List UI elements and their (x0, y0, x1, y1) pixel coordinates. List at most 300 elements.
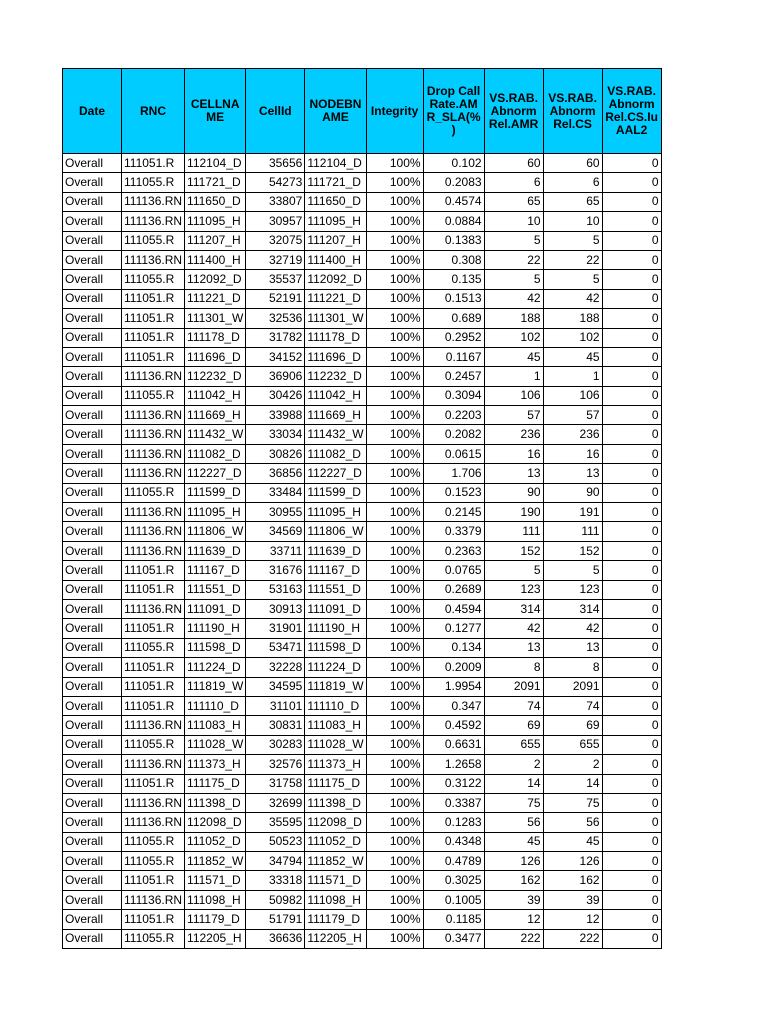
cell-cellid[interactable]: 33988 (246, 406, 305, 425)
cell-integrity[interactable]: 100% (366, 464, 423, 483)
cell-date[interactable]: Overall (63, 289, 122, 308)
cell-cellname[interactable]: 111098_H (185, 890, 246, 909)
cell-abnorm-rel-cs-iu-aal2[interactable]: 0 (602, 774, 661, 793)
cell-date[interactable]: Overall (63, 774, 122, 793)
cell-drop-call-rate[interactable]: 1.706 (423, 464, 484, 483)
cell-cellid[interactable]: 34595 (246, 677, 305, 696)
cell-nodebname[interactable]: 111806_W (305, 522, 366, 541)
cell-rnc[interactable]: 111055.R (122, 386, 185, 405)
cell-drop-call-rate[interactable]: 0.2952 (423, 328, 484, 347)
cell-cellname[interactable]: 111083_H (185, 716, 246, 735)
cell-rnc[interactable]: 111136.RN (122, 793, 185, 812)
cell-cellname[interactable]: 112232_D (185, 367, 246, 386)
cell-cellid[interactable]: 36636 (246, 929, 305, 948)
cell-cellname[interactable]: 111400_H (185, 250, 246, 269)
cell-integrity[interactable]: 100% (366, 192, 423, 211)
cell-abnorm-rel-cs[interactable]: 126 (543, 852, 602, 871)
cell-date[interactable]: Overall (63, 580, 122, 599)
cell-abnorm-rel-cs[interactable]: 12 (543, 910, 602, 929)
cell-nodebname[interactable]: 111175_D (305, 774, 366, 793)
cell-integrity[interactable]: 100% (366, 599, 423, 618)
cell-rnc[interactable]: 111136.RN (122, 503, 185, 522)
cell-drop-call-rate[interactable]: 0.2083 (423, 173, 484, 192)
cell-abnorm-rel-cs-iu-aal2[interactable]: 0 (602, 735, 661, 754)
cell-cellname[interactable]: 111052_D (185, 832, 246, 851)
cell-drop-call-rate[interactable]: 0.2689 (423, 580, 484, 599)
cell-nodebname[interactable]: 112104_D (305, 154, 366, 173)
cell-nodebname[interactable]: 111179_D (305, 910, 366, 929)
cell-cellid[interactable]: 34152 (246, 347, 305, 366)
cell-drop-call-rate[interactable]: 0.1523 (423, 483, 484, 502)
cell-rnc[interactable]: 111136.RN (122, 599, 185, 618)
cell-drop-call-rate[interactable]: 0.1383 (423, 231, 484, 250)
cell-abnorm-rel-cs[interactable]: 236 (543, 425, 602, 444)
cell-drop-call-rate[interactable]: 0.2203 (423, 406, 484, 425)
cell-date[interactable]: Overall (63, 677, 122, 696)
cell-integrity[interactable]: 100% (366, 735, 423, 754)
cell-abnorm-rel-cs[interactable]: 5 (543, 270, 602, 289)
cell-abnorm-rel-amr[interactable]: 655 (484, 735, 543, 754)
cell-abnorm-rel-amr[interactable]: 111 (484, 522, 543, 541)
cell-abnorm-rel-amr[interactable]: 16 (484, 444, 543, 463)
cell-abnorm-rel-cs-iu-aal2[interactable]: 0 (602, 890, 661, 909)
cell-abnorm-rel-cs[interactable]: 222 (543, 929, 602, 948)
cell-cellname[interactable]: 111819_W (185, 677, 246, 696)
cell-abnorm-rel-amr[interactable]: 75 (484, 793, 543, 812)
cell-rnc[interactable]: 111136.RN (122, 406, 185, 425)
cell-date[interactable]: Overall (63, 832, 122, 851)
cell-cellid[interactable]: 33318 (246, 871, 305, 890)
cell-cellname[interactable]: 111178_D (185, 328, 246, 347)
cell-date[interactable]: Overall (63, 638, 122, 657)
cell-abnorm-rel-amr[interactable]: 42 (484, 289, 543, 308)
cell-rnc[interactable]: 111051.R (122, 580, 185, 599)
cell-nodebname[interactable]: 111082_D (305, 444, 366, 463)
cell-abnorm-rel-cs-iu-aal2[interactable]: 0 (602, 755, 661, 774)
cell-abnorm-rel-amr[interactable]: 236 (484, 425, 543, 444)
cell-abnorm-rel-amr[interactable]: 106 (484, 386, 543, 405)
cell-nodebname[interactable]: 112232_D (305, 367, 366, 386)
cell-nodebname[interactable]: 111098_H (305, 890, 366, 909)
cell-cellid[interactable]: 33807 (246, 192, 305, 211)
cell-cellid[interactable]: 31676 (246, 561, 305, 580)
cell-abnorm-rel-cs[interactable]: 57 (543, 406, 602, 425)
cell-drop-call-rate[interactable]: 0.102 (423, 154, 484, 173)
cell-rnc[interactable]: 111051.R (122, 619, 185, 638)
cell-integrity[interactable]: 100% (366, 793, 423, 812)
cell-date[interactable]: Overall (63, 522, 122, 541)
cell-nodebname[interactable]: 112205_H (305, 929, 366, 948)
cell-date[interactable]: Overall (63, 425, 122, 444)
cell-integrity[interactable]: 100% (366, 386, 423, 405)
cell-nodebname[interactable]: 111669_H (305, 406, 366, 425)
cell-cellname[interactable]: 111091_D (185, 599, 246, 618)
cell-drop-call-rate[interactable]: 0.347 (423, 696, 484, 715)
column-header[interactable] (543, 69, 602, 154)
cell-cellid[interactable]: 32719 (246, 250, 305, 269)
cell-rnc[interactable]: 111136.RN (122, 250, 185, 269)
cell-rnc[interactable]: 111051.R (122, 910, 185, 929)
cell-rnc[interactable]: 111136.RN (122, 541, 185, 560)
cell-abnorm-rel-cs-iu-aal2[interactable]: 0 (602, 212, 661, 231)
cell-integrity[interactable]: 100% (366, 561, 423, 580)
cell-abnorm-rel-amr[interactable]: 56 (484, 813, 543, 832)
cell-integrity[interactable]: 100% (366, 852, 423, 871)
cell-abnorm-rel-cs-iu-aal2[interactable]: 0 (602, 250, 661, 269)
cell-abnorm-rel-cs[interactable]: 162 (543, 871, 602, 890)
cell-rnc[interactable]: 111055.R (122, 929, 185, 948)
cell-abnorm-rel-cs[interactable]: 123 (543, 580, 602, 599)
cell-abnorm-rel-cs-iu-aal2[interactable]: 0 (602, 599, 661, 618)
cell-cellname[interactable]: 112098_D (185, 813, 246, 832)
cell-integrity[interactable]: 100% (366, 929, 423, 948)
cell-abnorm-rel-amr[interactable]: 2 (484, 755, 543, 774)
cell-nodebname[interactable]: 111224_D (305, 658, 366, 677)
cell-rnc[interactable]: 111055.R (122, 270, 185, 289)
cell-cellid[interactable]: 35656 (246, 154, 305, 173)
cell-abnorm-rel-amr[interactable]: 2091 (484, 677, 543, 696)
cell-abnorm-rel-cs[interactable]: 152 (543, 541, 602, 560)
cell-nodebname[interactable]: 111432_W (305, 425, 366, 444)
cell-abnorm-rel-amr[interactable]: 5 (484, 561, 543, 580)
cell-cellname[interactable]: 111167_D (185, 561, 246, 580)
cell-nodebname[interactable]: 111571_D (305, 871, 366, 890)
cell-drop-call-rate[interactable]: 1.2658 (423, 755, 484, 774)
cell-abnorm-rel-cs[interactable]: 65 (543, 192, 602, 211)
cell-integrity[interactable]: 100% (366, 890, 423, 909)
cell-abnorm-rel-amr[interactable]: 39 (484, 890, 543, 909)
cell-rnc[interactable]: 111055.R (122, 735, 185, 754)
cell-nodebname[interactable]: 111819_W (305, 677, 366, 696)
cell-rnc[interactable]: 111055.R (122, 173, 185, 192)
cell-integrity[interactable]: 100% (366, 212, 423, 231)
cell-abnorm-rel-cs[interactable]: 2091 (543, 677, 602, 696)
cell-date[interactable]: Overall (63, 910, 122, 929)
cell-nodebname[interactable]: 111639_D (305, 541, 366, 560)
cell-abnorm-rel-cs[interactable]: 42 (543, 619, 602, 638)
cell-abnorm-rel-cs[interactable]: 75 (543, 793, 602, 812)
cell-date[interactable]: Overall (63, 309, 122, 328)
cell-cellname[interactable]: 111224_D (185, 658, 246, 677)
cell-abnorm-rel-amr[interactable]: 152 (484, 541, 543, 560)
cell-rnc[interactable]: 111055.R (122, 832, 185, 851)
cell-cellid[interactable]: 33711 (246, 541, 305, 560)
column-header[interactable] (246, 69, 305, 154)
cell-drop-call-rate[interactable]: 0.3379 (423, 522, 484, 541)
cell-drop-call-rate[interactable]: 0.1005 (423, 890, 484, 909)
cell-rnc[interactable]: 111051.R (122, 328, 185, 347)
cell-integrity[interactable]: 100% (366, 444, 423, 463)
cell-abnorm-rel-cs[interactable]: 188 (543, 309, 602, 328)
cell-rnc[interactable]: 111055.R (122, 638, 185, 657)
cell-abnorm-rel-amr[interactable]: 102 (484, 328, 543, 347)
cell-cellid[interactable]: 36906 (246, 367, 305, 386)
cell-integrity[interactable]: 100% (366, 813, 423, 832)
cell-abnorm-rel-amr[interactable]: 188 (484, 309, 543, 328)
cell-cellname[interactable]: 111110_D (185, 696, 246, 715)
cell-date[interactable]: Overall (63, 192, 122, 211)
cell-abnorm-rel-amr[interactable]: 12 (484, 910, 543, 929)
cell-abnorm-rel-cs-iu-aal2[interactable]: 0 (602, 386, 661, 405)
cell-drop-call-rate[interactable]: 0.0884 (423, 212, 484, 231)
cell-drop-call-rate[interactable]: 0.3122 (423, 774, 484, 793)
cell-integrity[interactable]: 100% (366, 638, 423, 657)
cell-nodebname[interactable]: 111650_D (305, 192, 366, 211)
cell-nodebname[interactable]: 111373_H (305, 755, 366, 774)
cell-drop-call-rate[interactable]: 0.3025 (423, 871, 484, 890)
cell-drop-call-rate[interactable]: 0.2082 (423, 425, 484, 444)
cell-drop-call-rate[interactable]: 0.1167 (423, 347, 484, 366)
cell-cellname[interactable]: 112205_H (185, 929, 246, 948)
cell-abnorm-rel-cs-iu-aal2[interactable]: 0 (602, 929, 661, 948)
cell-rnc[interactable]: 111051.R (122, 696, 185, 715)
cell-abnorm-rel-cs-iu-aal2[interactable]: 0 (602, 173, 661, 192)
cell-abnorm-rel-cs-iu-aal2[interactable]: 0 (602, 309, 661, 328)
cell-rnc[interactable]: 111055.R (122, 483, 185, 502)
cell-cellid[interactable]: 30913 (246, 599, 305, 618)
cell-cellid[interactable]: 35537 (246, 270, 305, 289)
cell-date[interactable]: Overall (63, 406, 122, 425)
cell-integrity[interactable]: 100% (366, 832, 423, 851)
cell-cellid[interactable]: 30826 (246, 444, 305, 463)
cell-nodebname[interactable]: 111028_W (305, 735, 366, 754)
cell-abnorm-rel-cs[interactable]: 45 (543, 347, 602, 366)
cell-integrity[interactable]: 100% (366, 871, 423, 890)
cell-cellname[interactable]: 111221_D (185, 289, 246, 308)
cell-cellname[interactable]: 111175_D (185, 774, 246, 793)
cell-abnorm-rel-amr[interactable]: 65 (484, 192, 543, 211)
cell-date[interactable]: Overall (63, 270, 122, 289)
cell-nodebname[interactable]: 111696_D (305, 347, 366, 366)
cell-cellid[interactable]: 30955 (246, 503, 305, 522)
cell-nodebname[interactable]: 111598_D (305, 638, 366, 657)
cell-cellid[interactable]: 31758 (246, 774, 305, 793)
cell-abnorm-rel-cs-iu-aal2[interactable]: 0 (602, 793, 661, 812)
cell-abnorm-rel-cs-iu-aal2[interactable]: 0 (602, 813, 661, 832)
cell-nodebname[interactable]: 111721_D (305, 173, 366, 192)
cell-abnorm-rel-amr[interactable]: 13 (484, 638, 543, 657)
cell-abnorm-rel-cs-iu-aal2[interactable]: 0 (602, 541, 661, 560)
cell-abnorm-rel-amr[interactable]: 5 (484, 270, 543, 289)
cell-abnorm-rel-amr[interactable]: 45 (484, 347, 543, 366)
cell-date[interactable]: Overall (63, 890, 122, 909)
cell-drop-call-rate[interactable]: 0.0765 (423, 561, 484, 580)
cell-abnorm-rel-cs-iu-aal2[interactable]: 0 (602, 910, 661, 929)
cell-abnorm-rel-cs-iu-aal2[interactable]: 0 (602, 483, 661, 502)
cell-integrity[interactable]: 100% (366, 406, 423, 425)
cell-drop-call-rate[interactable]: 0.3094 (423, 386, 484, 405)
cell-date[interactable]: Overall (63, 328, 122, 347)
cell-cellid[interactable]: 32075 (246, 231, 305, 250)
cell-integrity[interactable]: 100% (366, 328, 423, 347)
cell-drop-call-rate[interactable]: 0.4594 (423, 599, 484, 618)
cell-cellname[interactable]: 112227_D (185, 464, 246, 483)
cell-abnorm-rel-cs-iu-aal2[interactable]: 0 (602, 677, 661, 696)
cell-nodebname[interactable]: 112098_D (305, 813, 366, 832)
cell-drop-call-rate[interactable]: 0.4789 (423, 852, 484, 871)
cell-abnorm-rel-amr[interactable]: 222 (484, 929, 543, 948)
cell-abnorm-rel-cs-iu-aal2[interactable]: 0 (602, 638, 661, 657)
cell-date[interactable]: Overall (63, 871, 122, 890)
cell-drop-call-rate[interactable]: 0.689 (423, 309, 484, 328)
cell-date[interactable]: Overall (63, 852, 122, 871)
cell-rnc[interactable]: 111136.RN (122, 444, 185, 463)
cell-cellname[interactable]: 111028_W (185, 735, 246, 754)
cell-abnorm-rel-cs[interactable]: 655 (543, 735, 602, 754)
column-header[interactable] (366, 69, 423, 154)
cell-rnc[interactable]: 111136.RN (122, 212, 185, 231)
cell-nodebname[interactable]: 112092_D (305, 270, 366, 289)
cell-abnorm-rel-cs-iu-aal2[interactable]: 0 (602, 580, 661, 599)
column-header[interactable] (305, 69, 366, 154)
cell-abnorm-rel-amr[interactable]: 162 (484, 871, 543, 890)
cell-rnc[interactable]: 111136.RN (122, 425, 185, 444)
cell-abnorm-rel-cs-iu-aal2[interactable]: 0 (602, 871, 661, 890)
cell-drop-call-rate[interactable]: 0.1185 (423, 910, 484, 929)
cell-nodebname[interactable]: 111852_W (305, 852, 366, 871)
cell-cellid[interactable]: 30283 (246, 735, 305, 754)
cell-abnorm-rel-cs[interactable]: 314 (543, 599, 602, 618)
cell-cellname[interactable]: 111599_D (185, 483, 246, 502)
cell-nodebname[interactable]: 112227_D (305, 464, 366, 483)
cell-drop-call-rate[interactable]: 0.2009 (423, 658, 484, 677)
cell-drop-call-rate[interactable]: 0.1513 (423, 289, 484, 308)
cell-rnc[interactable]: 111136.RN (122, 522, 185, 541)
cell-date[interactable]: Overall (63, 231, 122, 250)
cell-nodebname[interactable]: 111301_W (305, 309, 366, 328)
cell-integrity[interactable]: 100% (366, 580, 423, 599)
cell-rnc[interactable]: 111051.R (122, 677, 185, 696)
cell-nodebname[interactable]: 111083_H (305, 716, 366, 735)
cell-cellid[interactable]: 51791 (246, 910, 305, 929)
cell-date[interactable]: Overall (63, 599, 122, 618)
cell-abnorm-rel-amr[interactable]: 6 (484, 173, 543, 192)
column-header[interactable] (185, 69, 246, 154)
cell-drop-call-rate[interactable]: 0.3387 (423, 793, 484, 812)
cell-abnorm-rel-cs-iu-aal2[interactable]: 0 (602, 696, 661, 715)
cell-integrity[interactable]: 100% (366, 503, 423, 522)
cell-abnorm-rel-cs-iu-aal2[interactable]: 0 (602, 658, 661, 677)
cell-cellid[interactable]: 32536 (246, 309, 305, 328)
cell-cellname[interactable]: 111373_H (185, 755, 246, 774)
cell-nodebname[interactable]: 111599_D (305, 483, 366, 502)
cell-drop-call-rate[interactable]: 0.1277 (423, 619, 484, 638)
cell-date[interactable]: Overall (63, 793, 122, 812)
cell-abnorm-rel-cs-iu-aal2[interactable]: 0 (602, 192, 661, 211)
cell-drop-call-rate[interactable]: 0.135 (423, 270, 484, 289)
cell-abnorm-rel-cs[interactable]: 1 (543, 367, 602, 386)
cell-date[interactable]: Overall (63, 212, 122, 231)
cell-nodebname[interactable]: 111221_D (305, 289, 366, 308)
cell-cellid[interactable]: 53471 (246, 638, 305, 657)
cell-integrity[interactable]: 100% (366, 309, 423, 328)
cell-cellname[interactable]: 112092_D (185, 270, 246, 289)
cell-abnorm-rel-amr[interactable]: 22 (484, 250, 543, 269)
cell-abnorm-rel-amr[interactable]: 14 (484, 774, 543, 793)
cell-rnc[interactable]: 111051.R (122, 774, 185, 793)
cell-date[interactable]: Overall (63, 347, 122, 366)
cell-date[interactable]: Overall (63, 464, 122, 483)
cell-abnorm-rel-amr[interactable]: 10 (484, 212, 543, 231)
cell-rnc[interactable]: 111136.RN (122, 367, 185, 386)
cell-abnorm-rel-cs[interactable]: 2 (543, 755, 602, 774)
cell-abnorm-rel-cs-iu-aal2[interactable]: 0 (602, 561, 661, 580)
cell-cellid[interactable]: 50982 (246, 890, 305, 909)
cell-drop-call-rate[interactable]: 0.3477 (423, 929, 484, 948)
cell-nodebname[interactable]: 111398_D (305, 793, 366, 812)
cell-cellid[interactable]: 30957 (246, 212, 305, 231)
cell-abnorm-rel-cs-iu-aal2[interactable]: 0 (602, 406, 661, 425)
cell-drop-call-rate[interactable]: 0.4574 (423, 192, 484, 211)
cell-date[interactable]: Overall (63, 483, 122, 502)
cell-nodebname[interactable]: 111551_D (305, 580, 366, 599)
cell-drop-call-rate[interactable]: 0.4592 (423, 716, 484, 735)
cell-cellid[interactable]: 35595 (246, 813, 305, 832)
cell-abnorm-rel-cs[interactable]: 69 (543, 716, 602, 735)
cell-abnorm-rel-amr[interactable]: 60 (484, 154, 543, 173)
cell-abnorm-rel-cs[interactable]: 111 (543, 522, 602, 541)
cell-abnorm-rel-cs[interactable]: 106 (543, 386, 602, 405)
cell-nodebname[interactable]: 111095_H (305, 212, 366, 231)
cell-integrity[interactable]: 100% (366, 270, 423, 289)
cell-nodebname[interactable]: 111207_H (305, 231, 366, 250)
cell-date[interactable]: Overall (63, 755, 122, 774)
cell-abnorm-rel-amr[interactable]: 74 (484, 696, 543, 715)
cell-date[interactable]: Overall (63, 541, 122, 560)
cell-abnorm-rel-cs[interactable]: 74 (543, 696, 602, 715)
cell-rnc[interactable]: 111051.R (122, 658, 185, 677)
cell-date[interactable]: Overall (63, 735, 122, 754)
cell-nodebname[interactable]: 111400_H (305, 250, 366, 269)
cell-cellid[interactable]: 32699 (246, 793, 305, 812)
cell-date[interactable]: Overall (63, 929, 122, 948)
cell-abnorm-rel-cs[interactable]: 42 (543, 289, 602, 308)
cell-abnorm-rel-cs[interactable]: 39 (543, 890, 602, 909)
cell-date[interactable]: Overall (63, 250, 122, 269)
cell-cellname[interactable]: 111095_H (185, 212, 246, 231)
cell-abnorm-rel-cs-iu-aal2[interactable]: 0 (602, 716, 661, 735)
cell-date[interactable]: Overall (63, 658, 122, 677)
cell-integrity[interactable]: 100% (366, 483, 423, 502)
cell-abnorm-rel-cs-iu-aal2[interactable]: 0 (602, 347, 661, 366)
cell-abnorm-rel-cs[interactable]: 13 (543, 464, 602, 483)
cell-abnorm-rel-cs[interactable]: 13 (543, 638, 602, 657)
cell-abnorm-rel-cs-iu-aal2[interactable]: 0 (602, 503, 661, 522)
cell-abnorm-rel-cs-iu-aal2[interactable]: 0 (602, 270, 661, 289)
cell-cellid[interactable]: 31101 (246, 696, 305, 715)
cell-drop-call-rate[interactable]: 0.6631 (423, 735, 484, 754)
cell-cellname[interactable]: 111598_D (185, 638, 246, 657)
cell-drop-call-rate[interactable]: 0.2457 (423, 367, 484, 386)
cell-abnorm-rel-cs-iu-aal2[interactable]: 0 (602, 289, 661, 308)
cell-drop-call-rate[interactable]: 0.2145 (423, 503, 484, 522)
cell-abnorm-rel-cs[interactable]: 60 (543, 154, 602, 173)
cell-date[interactable]: Overall (63, 444, 122, 463)
cell-nodebname[interactable]: 111042_H (305, 386, 366, 405)
cell-date[interactable]: Overall (63, 619, 122, 638)
cell-abnorm-rel-cs-iu-aal2[interactable]: 0 (602, 444, 661, 463)
cell-cellid[interactable]: 33034 (246, 425, 305, 444)
cell-cellname[interactable]: 111639_D (185, 541, 246, 560)
cell-integrity[interactable]: 100% (366, 541, 423, 560)
cell-abnorm-rel-amr[interactable]: 57 (484, 406, 543, 425)
cell-abnorm-rel-cs-iu-aal2[interactable]: 0 (602, 832, 661, 851)
column-header[interactable] (122, 69, 185, 154)
cell-date[interactable]: Overall (63, 173, 122, 192)
cell-abnorm-rel-cs[interactable]: 14 (543, 774, 602, 793)
cell-integrity[interactable]: 100% (366, 250, 423, 269)
cell-date[interactable]: Overall (63, 154, 122, 173)
